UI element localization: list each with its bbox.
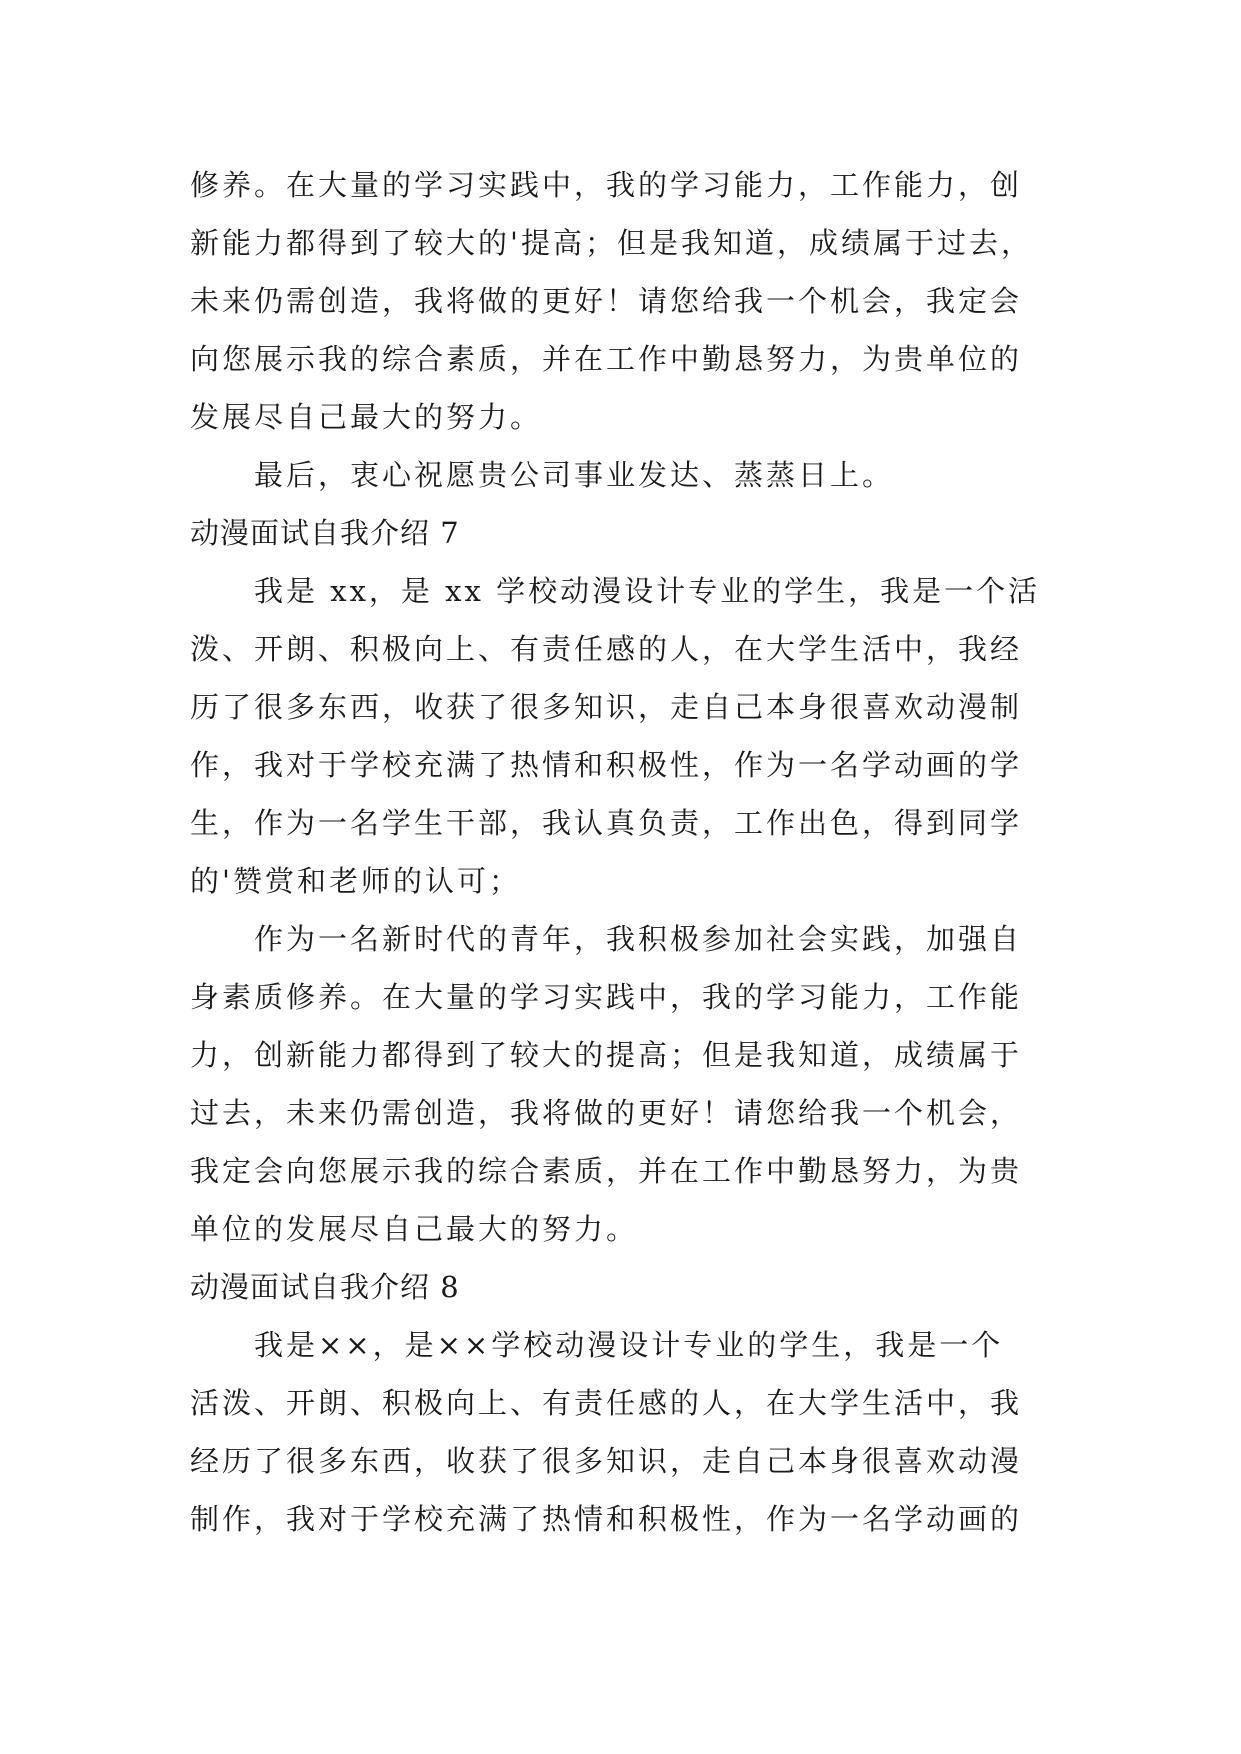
paragraph-line: 作，我对于学校充满了热情和积极性，作为一名学动画的学 <box>190 748 1023 782</box>
paragraph-line: 我是 xx，是 xx 学校动漫设计专业的学生，我是一个活 <box>254 574 1041 608</box>
paragraph-line: 未来仍需创造，我将做的更好！请您给我一个机会，我定会 <box>190 284 1023 318</box>
section-heading-7: 动漫面试自我介绍 7 <box>190 516 460 550</box>
paragraph-line: 新能力都得到了较大的'提高；但是我知道，成绩属于过去， <box>190 226 1033 260</box>
paragraph-line: 发展尽自己最大的努力。 <box>190 400 543 434</box>
paragraph-line: 活泼、开朗、积极向上、有责任感的人，在大学生活中，我 <box>190 1386 1023 1420</box>
closing-line: 最后，衷心祝愿贵公司事业发达、蒸蒸日上。 <box>254 458 895 492</box>
paragraph-line: 制作，我对于学校充满了热情和积极性，作为一名学动画的 <box>190 1502 1023 1536</box>
section-heading-8: 动漫面试自我介绍 8 <box>190 1270 460 1304</box>
paragraph-line: 修养。在大量的学习实践中，我的学习能力，工作能力，创 <box>190 168 1023 202</box>
document-body <box>190 156 1070 1548</box>
paragraph-line: 经历了很多东西，收获了很多知识，走自己本身很喜欢动漫 <box>190 1444 1023 1478</box>
paragraph-line: 我定会向您展示我的综合素质，并在工作中勤恳努力，为贵 <box>190 1154 1023 1188</box>
paragraph-line: 我是××，是××学校动漫设计专业的学生，我是一个 <box>254 1328 1004 1362</box>
paragraph-line: 泼、开朗、积极向上、有责任感的人，在大学生活中，我经 <box>190 632 1023 666</box>
paragraph-line: 单位的发展尽自己最大的努力。 <box>190 1212 639 1246</box>
paragraph-line: 向您展示我的综合素质，并在工作中勤恳努力，为贵单位的 <box>190 342 1023 376</box>
paragraph-line: 身素质修养。在大量的学习实践中，我的学习能力，工作能 <box>190 980 1023 1014</box>
paragraph-line: 力，创新能力都得到了较大的提高；但是我知道，成绩属于 <box>190 1038 1023 1072</box>
paragraph-line: 历了很多东西，收获了很多知识，走自己本身很喜欢动漫制 <box>190 690 1023 724</box>
paragraph-line: 的'赞赏和老师的认可； <box>190 864 521 898</box>
paragraph-line: 过去，未来仍需创造，我将做的更好！请您给我一个机会， <box>190 1096 1023 1130</box>
paragraph-line: 作为一名新时代的青年，我积极参加社会实践，加强自 <box>254 922 1023 956</box>
paragraph-line: 生，作为一名学生干部，我认真负责，工作出色，得到同学 <box>190 806 1023 840</box>
